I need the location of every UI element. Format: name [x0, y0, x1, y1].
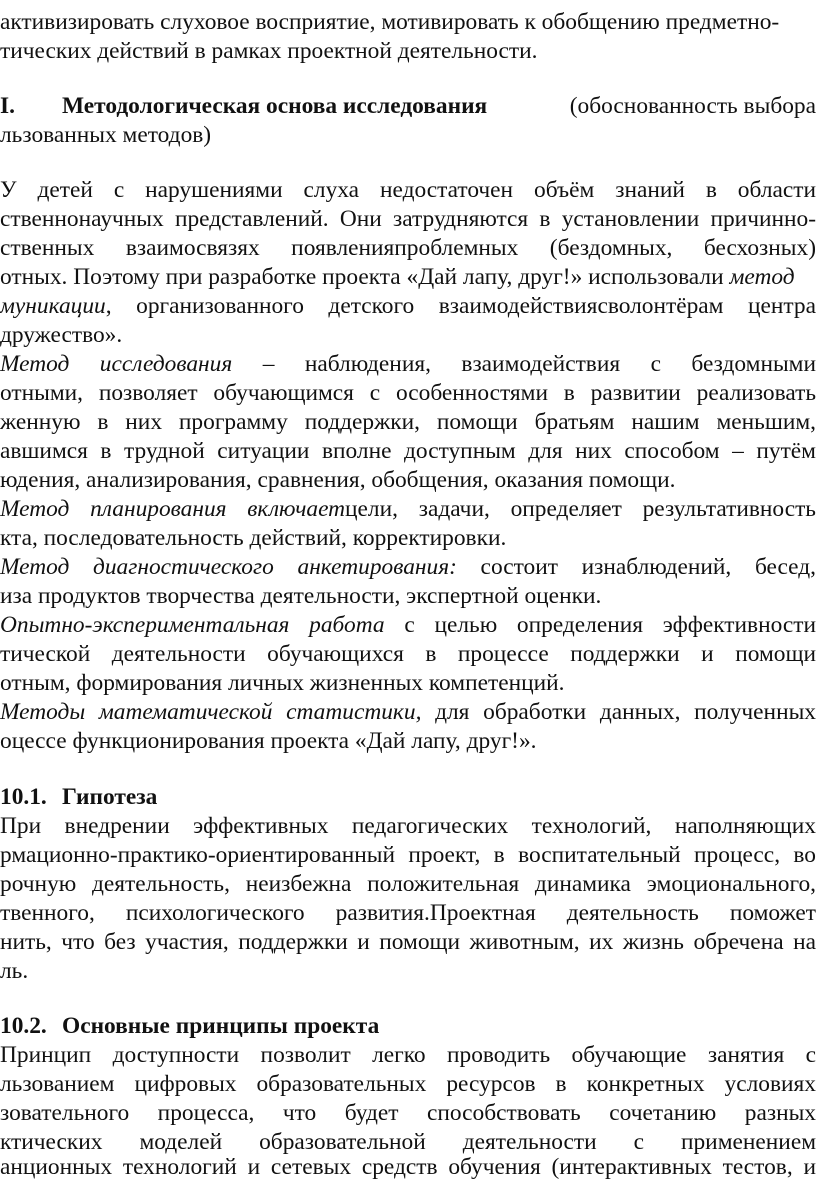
text-line: иза продуктов творчества деятельности, экспертной оценки.	[0, 583, 602, 609]
italic-term: метод	[729, 264, 795, 290]
text-line	[0, 698, 816, 727]
text-line: рмационно-практико-ориентированный проект, в воспитательный процесс, во	[0, 842, 816, 868]
text-line	[0, 611, 816, 640]
subsection-title: Основные принципы проекта	[62, 1013, 380, 1039]
text-line: ль.	[0, 958, 29, 984]
text-line: тических действий в рамках проектной деятельности.	[0, 38, 538, 64]
text-line: анционных технологий и сетевых средств обучения (интерактивных тестов, и	[0, 1154, 816, 1180]
subsection-number: 10.1.	[0, 784, 47, 810]
text-span: цели, задачи, определяет результативность	[345, 496, 816, 522]
italic-term: муникации	[0, 293, 106, 319]
text-line: твенного, психологического развития.Проектная деятельность поможет	[0, 900, 816, 926]
text-line: активизировать слуховое восприятие, мотивировать к обобщению предметно-	[0, 9, 780, 35]
text-line: отным, формирования личных жизненных компетенций.	[0, 670, 565, 696]
subsection-heading	[0, 1012, 816, 1041]
text-line: тической деятельности обучающихся в процессе поддержки и помощи	[0, 641, 816, 667]
section-title: Методологическая основа исследования	[62, 93, 488, 119]
italic-term: Метод диагностического анкетирования:	[0, 554, 457, 580]
text-line	[0, 263, 816, 292]
text-line: женную в них программу поддержки, помощи братьям нашим меньшим,	[0, 409, 816, 435]
text-line	[0, 553, 816, 582]
text-line: авшимся в трудной ситуации вполне доступным для них способом – путём	[0, 438, 816, 464]
italic-term: Методы математической статистики,	[0, 699, 422, 725]
text-span: – наблюдения, взаимодействия с бездомными	[232, 351, 816, 377]
text-line	[0, 495, 816, 524]
text-span: , организованного детского взаимодействиясволонтёрам центра	[105, 293, 816, 319]
text-line: Принцип доступности позволит легко проводить обучающие занятия с	[0, 1042, 816, 1068]
text-line: рочную деятельность, неизбежна положительная динамика эмоционального,	[0, 871, 816, 897]
text-span: состоит изнаблюдений, бесед,	[456, 554, 816, 580]
text-line: При внедрении эффективных педагогических технологий, наполняющих	[0, 813, 816, 839]
text-line: У детей с нарушениями слуха недостаточен объём знаний в области	[0, 177, 816, 203]
text-line	[0, 350, 816, 379]
subsection-title: Гипотеза	[62, 784, 158, 810]
text-span: для обработки данных, полученных	[421, 699, 816, 725]
text-line: отными, позволяет обучающимся с особенностями в развитии реализовать	[0, 380, 816, 406]
text-line: ственных взаимосвязях появленияпроблемных (бездомных, бесхозных)	[0, 235, 816, 261]
text-line: ктических моделей образовательной деятельности с применением	[0, 1129, 816, 1155]
text-line: льзованием цифровых образовательных ресурсов в конкретных условиях	[0, 1071, 816, 1097]
text-span: отных. Поэтому при разработке проекта «Дай лапу, друг!» использовали	[0, 264, 730, 290]
section-subtitle: (обоснованность выбора	[569, 93, 816, 119]
italic-term: Метод исследования	[0, 351, 233, 377]
text-line: дружество».	[0, 322, 123, 348]
text-line: нить, что без участия, поддержки и помощи животным, их жизнь обречена на	[0, 929, 816, 955]
text-line: льзованных методов)	[0, 122, 212, 148]
text-line	[0, 292, 816, 321]
subsection-number: 10.2.	[0, 1013, 47, 1039]
text-line: кта, последовательность действий, корректировки.	[0, 525, 507, 551]
text-line: юдения, анализирования, сравнения, обобщения, оказания помощи.	[0, 467, 676, 493]
section-heading	[0, 92, 816, 121]
text-span: с целью определения эффективности	[384, 612, 816, 638]
section-number: I.	[0, 93, 15, 119]
italic-term: Опытно-экспериментальная работа	[0, 612, 385, 638]
text-line: оцессе функционирования проекта «Дай лапу, друг!».	[0, 728, 537, 754]
subsection-heading	[0, 783, 816, 812]
italic-term: Метод планирования включает	[0, 496, 346, 522]
text-line: зовательного процесса, что будет способствовать сочетанию разных	[0, 1100, 816, 1126]
text-line: ственнонаучных представлений. Они затрудняются в установлении причинно-	[0, 206, 816, 232]
